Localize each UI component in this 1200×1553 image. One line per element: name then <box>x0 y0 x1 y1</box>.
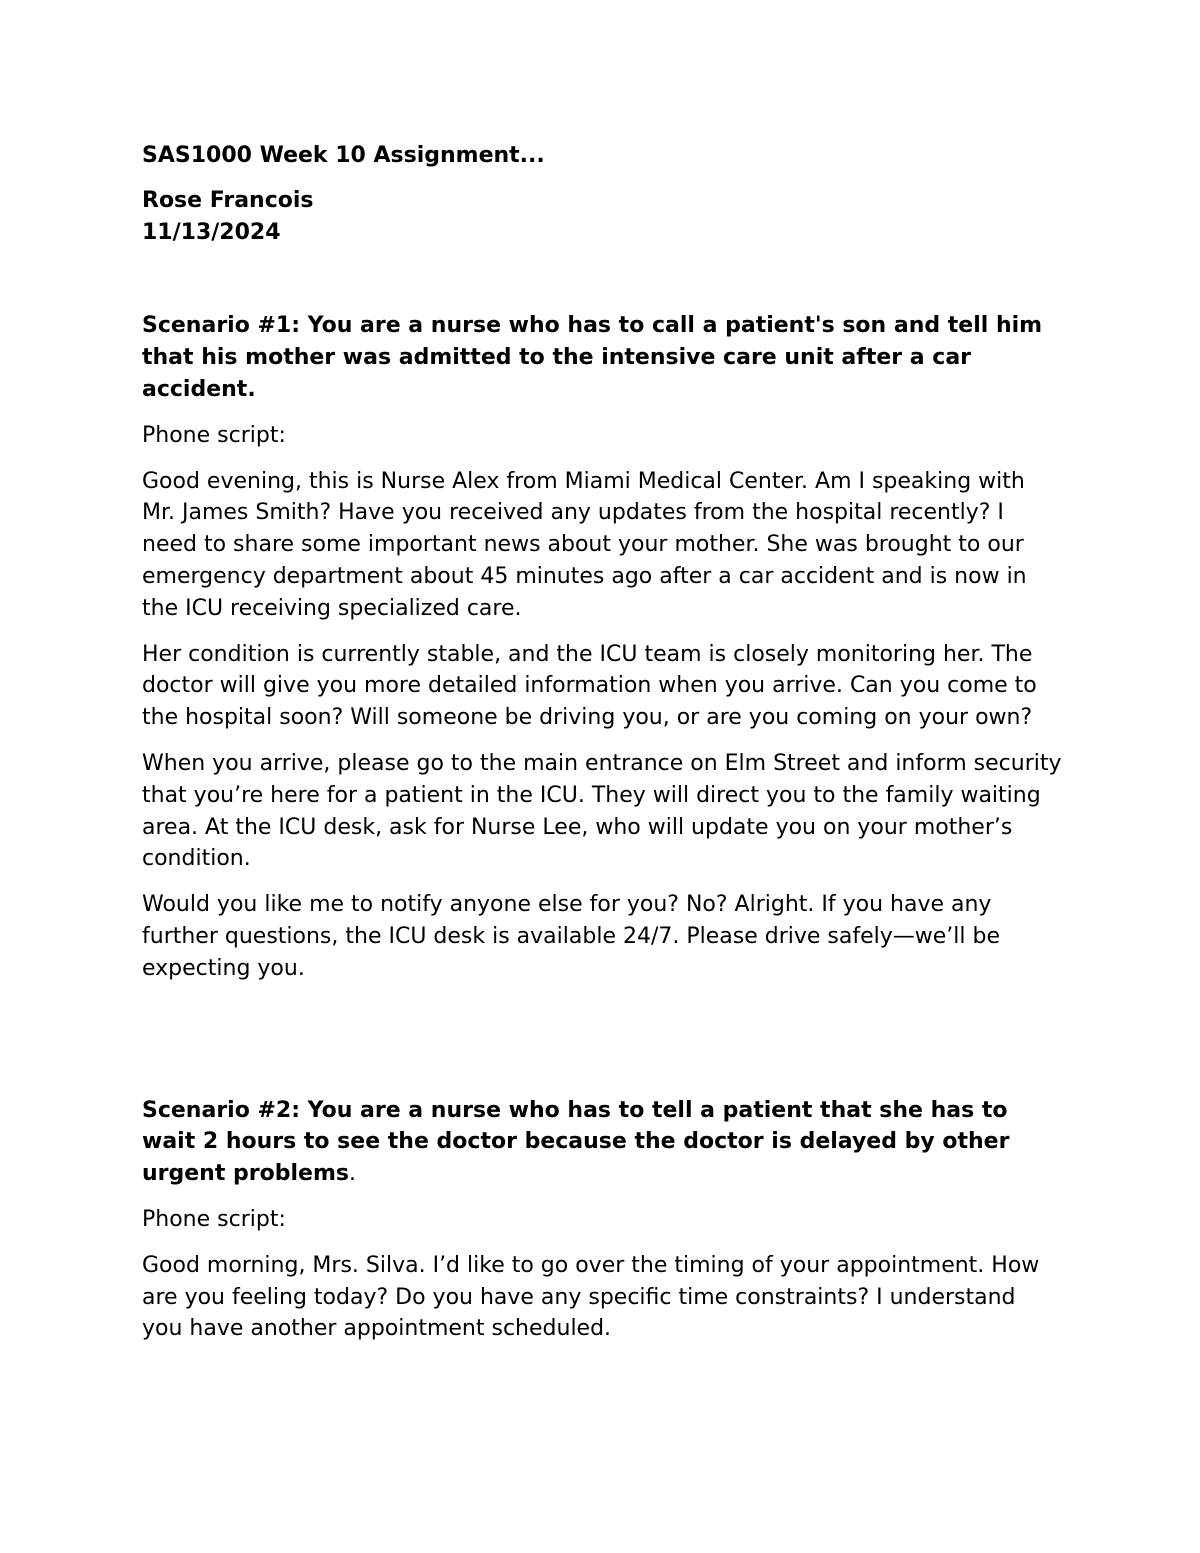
document-page <box>142 140 1062 1359</box>
scenario-1-paragraph: Her condition is currently stable, and the ICU team is closely monitoring her. The doctor will give you more detailed information when you arrive. Can you come to the hospital soon? Will someone be driving you, or are you coming on your own? <box>142 641 1037 731</box>
spacer <box>142 248 1062 310</box>
scenario-2-heading-text: Scenario #2: You are a nurse who has to tell a patient that she has to wait 2 hours to see the doctor because the doctor is delayed by other urgent problems <box>142 1097 1010 1187</box>
scenario-1-heading: Scenario #1: You are a nurse who has to call a patient's son and tell him that his mother was admitted to the intensive care unit after a car accident. <box>142 313 1043 402</box>
scenario-2-paragraph: Good morning, Mrs. Silva. I’d like to go over the timing of your appointment. How are you feeling today? Do you have any specific time constraints? I understand you have another appointment scheduled. <box>142 1252 1040 1342</box>
scenario-2-section <box>142 1095 1062 1346</box>
author-block <box>142 185 1062 249</box>
document-title: SAS1000 Week 10 Assignment... <box>142 143 545 168</box>
scenario-1-paragraph: Would you like me to notify anyone else for you? No? Alright. If you have any further questions, the ICU desk is available 24/7. Please drive safely—we’ll be expecting you. <box>142 892 1001 981</box>
scenario-1-paragraph: Good evening, this is Nurse Alex from Miami Medical Center. Am I speaking with Mr. James Smith? Have you received any updates from the hospital recently? I need to share some important news about your mother. She was brought to our emergency department about 45 minutes ago after a car accident and is now in the ICU receiving specialized care. <box>142 468 1027 621</box>
spacer <box>142 999 1062 1095</box>
scenario-1-paragraph: When you arrive, please go to the main entrance on Elm Street and inform security that you’re here for a patient in the ICU. They will direct you to the family waiting area. At the ICU desk, ask for Nurse Lee, who will update you on your mother’s condition. <box>142 750 1062 872</box>
scenario-1-section <box>142 310 1062 984</box>
scenario-1-label: Phone script: <box>142 422 286 448</box>
scenario-2-heading <box>142 1095 1062 1190</box>
author-name: Rose Francois <box>142 187 314 213</box>
scenario-2-heading-period: . <box>348 1161 356 1187</box>
document-date: 11/13/2024 <box>142 219 281 245</box>
scenario-2-label: Phone script: <box>142 1206 286 1232</box>
